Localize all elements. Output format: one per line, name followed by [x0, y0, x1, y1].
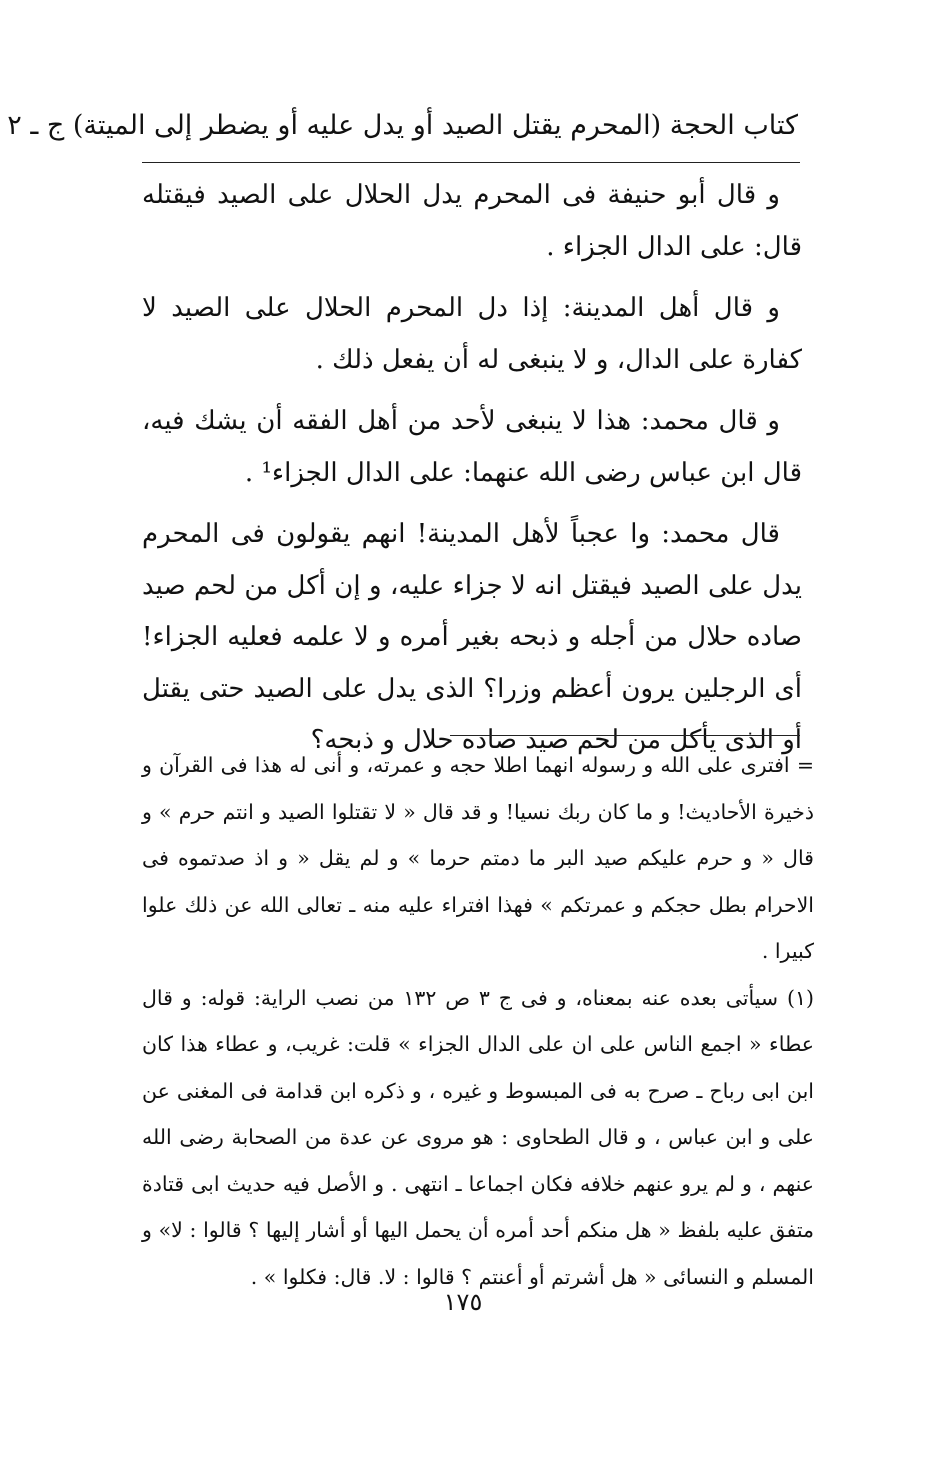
- paragraph-ahl-al-madina: و قال أهل المدينة: إذا دل المحرم الحلال على الصيد لا كفارة على الدال، و لا ينبغى له أن يفعل ذلك .: [142, 293, 802, 375]
- paragraph-muhammad: و قال محمد: هذا لا ينبغى لأحد من أهل الفقه أن يشك فيه، قال ابن عباس رضى الله عنهما: على الدال الجزاء¹ .: [142, 406, 802, 488]
- header-rule: [142, 162, 800, 163]
- page-number: ١٧٥: [443, 1288, 483, 1316]
- main-text: [142, 170, 802, 777]
- paragraph-abu-hanifa: و قال أبو حنيفة فى المحرم يدل الحلال على الصيد فيقتله قال: على الدال الجزاء .: [142, 180, 802, 262]
- footnote-continuation: = افترى على الله و رسوله انهما اطلا حجه و عمرته، و أنى له هذا فى القرآن و ذخيرة الأحاديث! و ما كان ربك نسيا! و قد قال « لا تقتلوا الصيد و انتم حرم » و قال « و حرم عليكم صيد البر ما دمتم حرما » و لم يقل « و اذ صدتموه فى الاحرام بطل حجكم و عمرتكم » فهذا افتراء عليه منه ـ تعالى الله عن ذلك علوا كبيرا .: [142, 753, 814, 963]
- footnotes: [142, 742, 814, 1300]
- footnote-1: (١) سيأتى بعده عنه بمعناه، و فى ج ٣ ص ١٣٢ من نصب الراية: قوله: و قال عطاء « اجمع الناس على ان على الدال الجزاء » قلت: غريب، و عطاء هذا كان ابن ابى رباح ـ صرح به فى المبسوط و غيره ، و ذكره ابن قدامة فى المغنى عن على و ابن عباس ، و قال الطحاوى : هو مروى عن عدة من الصحابة رضى الله عنهم ، و لم يرو عنهم خلافه فكان اجماعا ـ انتهى . و الأصل فيه حديث ابى قتادة متفق عليه بلفظ « هل منكم أحد أمره أن يحمل اليها أو أشار إليها ؟ قالوا : لا» و المسلم و النسائى « هل أشرتم أو أعنتم ؟ قالوا : لا. قال: فكلوا » .: [142, 985, 814, 1289]
- running-header: كتاب الحجة (المحرم يقتل الصيد أو يدل عليه أو يضطر إلى الميتة) ج ـ ٢: [7, 109, 798, 141]
- footnote-rule: [450, 735, 800, 736]
- paragraph-muhammad-argument: قال محمد: وا عجباً لأهل المدينة! انهم يقولون فى المحرم يدل على الصيد فيقتل انه لا جزاء عليه، و إن أكل من لحم صيد صاده حلال من أجله و ذبحه بغير أمره و لا علمه فعليه الجزاء! أى الرجلين يرون أعظم وزرا؟ الذى يدل على الصيد حتى يقتل أو الذى يأكل من لحم صيد صاده حلال و ذبحه؟: [142, 519, 802, 755]
